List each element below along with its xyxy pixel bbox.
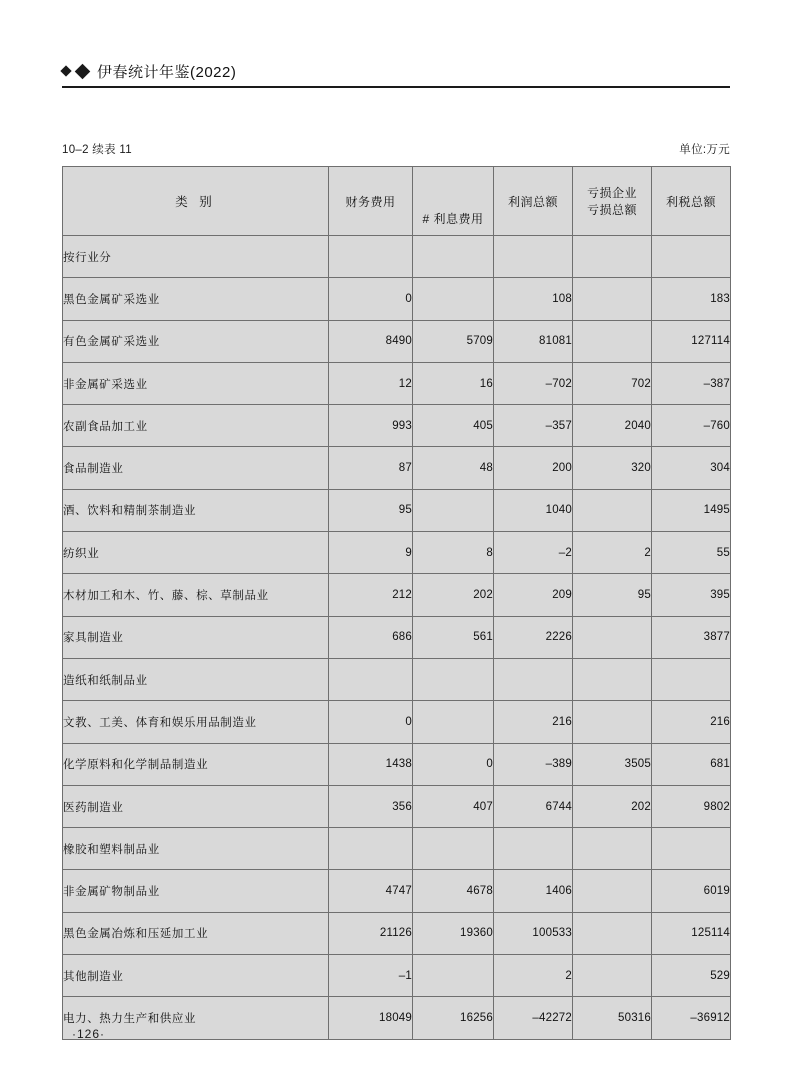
table-row — [63, 616, 731, 658]
table-row — [63, 405, 731, 447]
cell-interest-cost: 407 — [413, 785, 494, 827]
cell-total-profit: 209 — [494, 574, 573, 616]
table-row — [63, 912, 731, 954]
cell-interest-cost: 405 — [413, 405, 494, 447]
cell-interest-cost: 0 — [413, 743, 494, 785]
cell-profit-tax: 6019 — [652, 870, 731, 912]
table-row — [63, 828, 731, 870]
cell-loss-total — [573, 955, 652, 997]
cell-total-profit: 200 — [494, 447, 573, 489]
cell-interest-cost: 8 — [413, 532, 494, 574]
table-body — [63, 236, 731, 1040]
cell-interest-cost: 19360 — [413, 912, 494, 954]
row-label: 化学原料和化学制品制造业 — [63, 743, 329, 785]
row-label: 医药制造业 — [63, 785, 329, 827]
cell-loss-total — [573, 278, 652, 320]
cell-interest-cost — [413, 278, 494, 320]
table-row — [63, 236, 731, 278]
statistics-table-wrapper — [62, 166, 730, 1040]
page-number: ·126· — [72, 1027, 106, 1041]
cell-total-profit: 216 — [494, 701, 573, 743]
cell-interest-cost: 4678 — [413, 870, 494, 912]
table-row — [63, 870, 731, 912]
cell-finance-cost: 12 — [329, 362, 413, 404]
header-title: 伊春统计年鉴(2022) — [97, 63, 237, 81]
table-row — [63, 447, 731, 489]
row-label: 食品制造业 — [63, 447, 329, 489]
cell-total-profit: 1040 — [494, 489, 573, 531]
cell-finance-cost: 686 — [329, 616, 413, 658]
cell-total-profit: –42272 — [494, 997, 573, 1039]
cell-interest-cost — [413, 955, 494, 997]
row-label: 家具制造业 — [63, 616, 329, 658]
row-label: 酒、饮料和精制茶制造业 — [63, 489, 329, 531]
cell-finance-cost: 4747 — [329, 870, 413, 912]
cell-profit-tax: –387 — [652, 362, 731, 404]
cell-loss-total: 320 — [573, 447, 652, 489]
cell-finance-cost: 212 — [329, 574, 413, 616]
cell-finance-cost: 0 — [329, 278, 413, 320]
cell-profit-tax: 681 — [652, 743, 731, 785]
column-header-interest-cost: # 利息费用 — [413, 201, 494, 236]
cell-loss-total: 50316 — [573, 997, 652, 1039]
column-header-spacer — [413, 167, 494, 202]
row-label: 有色金属矿采选业 — [63, 320, 329, 362]
cell-finance-cost: 0 — [329, 701, 413, 743]
cell-loss-total: 2 — [573, 532, 652, 574]
column-header-loss-total — [573, 167, 652, 236]
table-row — [63, 362, 731, 404]
column-header-profit-tax: 利税总额 — [652, 167, 731, 236]
cell-finance-cost: 21126 — [329, 912, 413, 954]
statistics-table — [62, 166, 731, 1040]
column-header-total-profit: 利润总额 — [494, 167, 573, 236]
table-row — [63, 489, 731, 531]
cell-profit-tax: 395 — [652, 574, 731, 616]
cell-total-profit — [494, 658, 573, 700]
cell-total-profit: –702 — [494, 362, 573, 404]
cell-total-profit: 2226 — [494, 616, 573, 658]
cell-total-profit: 108 — [494, 278, 573, 320]
cell-finance-cost: –1 — [329, 955, 413, 997]
cell-total-profit: 2 — [494, 955, 573, 997]
cell-profit-tax: 304 — [652, 447, 731, 489]
cell-profit-tax: 3877 — [652, 616, 731, 658]
row-label: 文教、工美、体育和娱乐用品制造业 — [63, 701, 329, 743]
cell-interest-cost: 5709 — [413, 320, 494, 362]
cell-finance-cost: 8490 — [329, 320, 413, 362]
table-caption — [62, 141, 730, 157]
column-header-category: 类 别 — [63, 167, 329, 236]
cell-loss-total — [573, 701, 652, 743]
cell-profit-tax: 216 — [652, 701, 731, 743]
cell-total-profit — [494, 236, 573, 278]
row-label: 黑色金属矿采选业 — [63, 278, 329, 320]
cell-profit-tax: 125114 — [652, 912, 731, 954]
cell-profit-tax: 183 — [652, 278, 731, 320]
cell-finance-cost: 1438 — [329, 743, 413, 785]
cell-finance-cost — [329, 236, 413, 278]
row-label: 造纸和纸制品业 — [63, 658, 329, 700]
cell-profit-tax — [652, 828, 731, 870]
cell-finance-cost — [329, 658, 413, 700]
row-label: 非金属矿物制品业 — [63, 870, 329, 912]
table-number: 10–2 续表 11 — [62, 144, 132, 156]
cell-interest-cost: 16256 — [413, 997, 494, 1039]
table-row — [63, 701, 731, 743]
cell-finance-cost: 356 — [329, 785, 413, 827]
cell-profit-tax — [652, 236, 731, 278]
table-row — [63, 532, 731, 574]
cell-loss-total: 702 — [573, 362, 652, 404]
cell-interest-cost — [413, 489, 494, 531]
cell-interest-cost — [413, 236, 494, 278]
cell-profit-tax: 9802 — [652, 785, 731, 827]
header-divider — [62, 86, 730, 88]
cell-loss-total — [573, 658, 652, 700]
page-header — [62, 58, 730, 92]
cell-total-profit — [494, 828, 573, 870]
cell-finance-cost: 18049 — [329, 997, 413, 1039]
column-header-finance-cost: 财务费用 — [329, 167, 413, 236]
row-label: 电力、热力生产和供应业 — [63, 997, 329, 1039]
cell-loss-total — [573, 236, 652, 278]
table-row — [63, 658, 731, 700]
table-header-row — [63, 167, 731, 202]
row-label: 橡胶和塑料制品业 — [63, 828, 329, 870]
cell-interest-cost: 16 — [413, 362, 494, 404]
cell-total-profit: –2 — [494, 532, 573, 574]
cell-finance-cost: 95 — [329, 489, 413, 531]
cell-total-profit: 81081 — [494, 320, 573, 362]
cell-loss-total — [573, 489, 652, 531]
table-row — [63, 785, 731, 827]
cell-finance-cost: 9 — [329, 532, 413, 574]
cell-interest-cost: 561 — [413, 616, 494, 658]
diamond-icon — [75, 63, 91, 79]
table-row — [63, 955, 731, 997]
row-label: 按行业分 — [63, 236, 329, 278]
cell-finance-cost: 993 — [329, 405, 413, 447]
cell-profit-tax: 529 — [652, 955, 731, 997]
cell-finance-cost — [329, 828, 413, 870]
cell-profit-tax: –36912 — [652, 997, 731, 1039]
diamond-icon — [60, 65, 71, 76]
cell-total-profit: –357 — [494, 405, 573, 447]
table-row — [63, 574, 731, 616]
cell-total-profit: 6744 — [494, 785, 573, 827]
cell-interest-cost — [413, 828, 494, 870]
cell-loss-total — [573, 870, 652, 912]
cell-total-profit: 100533 — [494, 912, 573, 954]
cell-loss-total — [573, 616, 652, 658]
row-label: 非金属矿采选业 — [63, 362, 329, 404]
cell-loss-total — [573, 320, 652, 362]
row-label: 黑色金属冶炼和压延加工业 — [63, 912, 329, 954]
cell-loss-total: 202 — [573, 785, 652, 827]
row-label: 其他制造业 — [63, 955, 329, 997]
cell-profit-tax: 1495 — [652, 489, 731, 531]
cell-loss-total: 3505 — [573, 743, 652, 785]
cell-loss-total: 2040 — [573, 405, 652, 447]
column-header-loss-line1: 亏损企业 — [586, 186, 637, 200]
cell-profit-tax: –760 — [652, 405, 731, 447]
cell-profit-tax: 127114 — [652, 320, 731, 362]
cell-interest-cost: 202 — [413, 574, 494, 616]
cell-profit-tax: 55 — [652, 532, 731, 574]
cell-profit-tax — [652, 658, 731, 700]
cell-interest-cost — [413, 658, 494, 700]
cell-total-profit: –389 — [494, 743, 573, 785]
row-label: 农副食品加工业 — [63, 405, 329, 447]
cell-total-profit: 1406 — [494, 870, 573, 912]
cell-loss-total: 95 — [573, 574, 652, 616]
table-row — [63, 320, 731, 362]
cell-loss-total — [573, 912, 652, 954]
table-row — [63, 997, 731, 1039]
cell-interest-cost: 48 — [413, 447, 494, 489]
row-label: 纺织业 — [63, 532, 329, 574]
cell-finance-cost: 87 — [329, 447, 413, 489]
table-row — [63, 278, 731, 320]
cell-interest-cost — [413, 701, 494, 743]
table-unit: 单位:万元 — [679, 144, 730, 156]
table-row — [63, 743, 731, 785]
row-label: 木材加工和木、竹、藤、棕、草制品业 — [63, 574, 329, 616]
column-header-loss-line2: 亏损总额 — [586, 203, 637, 217]
cell-loss-total — [573, 828, 652, 870]
